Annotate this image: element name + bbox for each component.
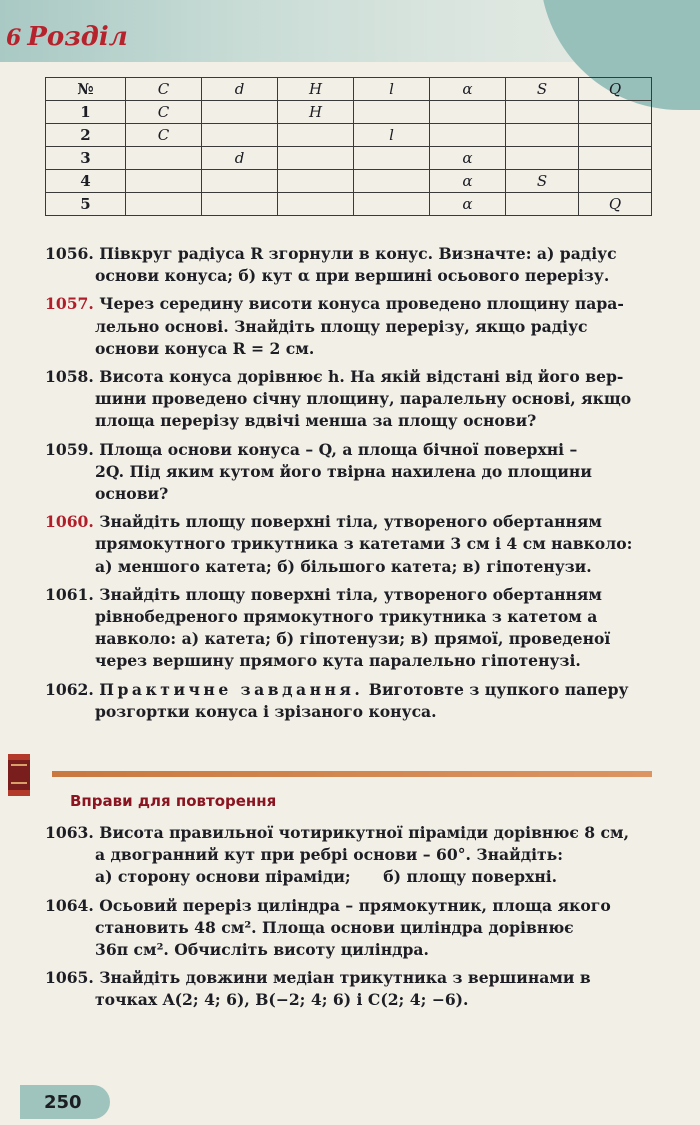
practical-task-label: Практичне завдання. (99, 679, 364, 699)
table-cell (430, 124, 506, 147)
problem-text-line: Висота конуса дорівнює h. На якій відстані від його вер- (99, 367, 624, 387)
book-icon (6, 752, 32, 798)
table-header-cell: l (354, 78, 430, 101)
problem-number: 1063. (45, 823, 94, 842)
problem-text-line: Виготовте з цупкого паперу (363, 679, 629, 699)
table-header-cell: № (46, 78, 126, 101)
table-cell: S (506, 170, 579, 193)
problem-text-line: Знайдіть довжини медіан трикутника з вершинами в (99, 968, 591, 988)
table-row (46, 147, 652, 170)
table-header-cell: d (202, 78, 278, 101)
problem-number: 1059. (45, 439, 94, 459)
section-divider (52, 771, 652, 777)
table-cell: 1 (46, 101, 126, 124)
problem-1065 (45, 967, 655, 1011)
problem-text-line: Півкруг радіуса R згорнули в конус. Визначте: а) радіус (99, 244, 617, 263)
table-cell (278, 170, 354, 193)
table-cell (579, 101, 652, 124)
table-cell (202, 193, 278, 216)
problem-number: 1062. (45, 679, 94, 699)
table-header-cell: α (430, 78, 506, 101)
table-cell (278, 147, 354, 170)
table-cell (354, 101, 430, 124)
problem-text-line: Осьовий переріз циліндра – прямокутник, площа якого (99, 895, 611, 915)
problem-1058 (45, 366, 655, 433)
page-number: 250 (44, 1092, 82, 1113)
table-row (46, 193, 652, 216)
problem-text-line: навколо: а) катета; б) гіпотенузи; в) прямої, проведеної (95, 629, 611, 649)
table-cell (202, 124, 278, 147)
problem-1057 (45, 293, 655, 360)
table-cell: C (126, 124, 202, 147)
problem-1064 (45, 895, 655, 962)
table-cell (579, 147, 652, 170)
table-cell (278, 124, 354, 147)
problem-text-line: лельно основі. Знайдіть площу перерізу, якщо радіус (95, 316, 588, 336)
problem-text-line: а двогранний кут при ребрі основи – 60°. Знайдіть: (95, 845, 564, 865)
problem-text-line: 36π см². Обчисліть висоту циліндра. (95, 940, 429, 960)
table-cell (506, 124, 579, 147)
table-cell: 3 (46, 147, 126, 170)
table-cell: C (126, 101, 202, 124)
table-header-row (46, 78, 652, 101)
table-cell (430, 101, 506, 124)
problem-number: 1058. (45, 367, 94, 387)
chapter-word: Розділ (27, 22, 128, 52)
problem-1063 (45, 822, 655, 889)
table-cell (126, 147, 202, 170)
chapter-number: 6 (6, 25, 22, 51)
table-cell (126, 170, 202, 193)
problem-text-line: через вершину прямого кута паралельно гіпотенузі. (95, 651, 581, 671)
table-cell: α (430, 147, 506, 170)
table-row (46, 124, 652, 147)
problem-text-line: розгортки конуса і зрізаного конуса. (95, 701, 437, 721)
problem-1059 (45, 439, 655, 506)
table-cell (579, 170, 652, 193)
table-header-cell: C (126, 78, 202, 101)
table-cell: 4 (46, 170, 126, 193)
table-cell: H (278, 101, 354, 124)
table-cell (354, 170, 430, 193)
table-cell (354, 147, 430, 170)
problem-number: 1060. (45, 512, 94, 532)
table-cell (506, 101, 579, 124)
problem-text-line: 2Q. Під яким кутом його твірна нахилена до площини (95, 461, 592, 481)
table-cell (506, 147, 579, 170)
table-cell (278, 193, 354, 216)
table-cell (202, 101, 278, 124)
table-cell (354, 193, 430, 216)
problem-text-line: основи конуса; б) кут α при вершині осьового перерізу. (95, 266, 610, 286)
problem-1056 (45, 243, 655, 287)
problem-text-line: прямокутного трикутника з катетами 3 см і 4 см навколо: (95, 534, 633, 554)
table-cell: Q (579, 193, 652, 216)
problem-number: 1057. (45, 294, 94, 314)
table-header-cell: H (278, 78, 354, 101)
problem-list (45, 243, 655, 729)
problem-text-line: становить 48 см². Площа основи циліндра дорівнює (95, 917, 574, 937)
problem-number: 1064. (45, 895, 94, 915)
table-cell: α (430, 170, 506, 193)
problem-text-line: Знайдіть площу поверхні тіла, утвореного обертанням (99, 584, 602, 604)
table-row (46, 170, 652, 193)
table-cell (506, 193, 579, 216)
problem-text-line: Через середину висоти конуса проведено площину пара- (99, 294, 624, 314)
table-cell: α (430, 193, 506, 216)
problem-number: 1065. (45, 968, 94, 988)
table-header-cell: Q (579, 78, 652, 101)
problem-number: 1061. (45, 584, 94, 604)
problem-1062 (45, 679, 655, 723)
table-cell (579, 124, 652, 147)
problem-text-line: основи конуса R = 2 см. (95, 338, 315, 358)
chapter-heading (6, 22, 128, 52)
table-cell (202, 170, 278, 193)
problem-1061 (45, 584, 655, 673)
review-section-title: Вправи для повторення (70, 792, 277, 810)
table-cell: 2 (46, 124, 126, 147)
table-cell: l (354, 124, 430, 147)
problem-text-line: а) сторону основи піраміди; б) площу поверхні. (95, 867, 558, 887)
table-header-cell: S (506, 78, 579, 101)
cone-elements-table (45, 77, 652, 216)
problem-text-line: основи? (95, 484, 169, 504)
problem-text-line: точках A(2; 4; 6), B(−2; 4; 6) і C(2; 4; −6). (95, 990, 469, 1010)
problem-number: 1056. (45, 244, 94, 263)
review-problem-list (45, 822, 655, 1018)
problem-text-line: рівнобедреного прямокутного трикутника з катетом a (95, 607, 598, 627)
problem-text-line: Знайдіть площу поверхні тіла, утвореного обертанням (99, 512, 602, 532)
table-cell: d (202, 147, 278, 170)
table-cell (126, 193, 202, 216)
table-cell: 5 (46, 193, 126, 216)
table-row (46, 101, 652, 124)
problem-text-line: шини проведено січну площину, паралельну основі, якщо (95, 389, 632, 409)
problem-text-line: Площа основи конуса – Q, а площа бічної поверхні – (99, 439, 578, 459)
problem-text-line: а) меншого катета; б) більшого катета; в) гіпотенузи. (95, 556, 592, 576)
problem-text-line: Висота правильної чотирикутної піраміди дорівнює 8 см, (99, 823, 630, 842)
problem-1060 (45, 511, 655, 578)
problem-text-line: площа перерізу вдвічі менша за площу основи? (95, 411, 537, 431)
